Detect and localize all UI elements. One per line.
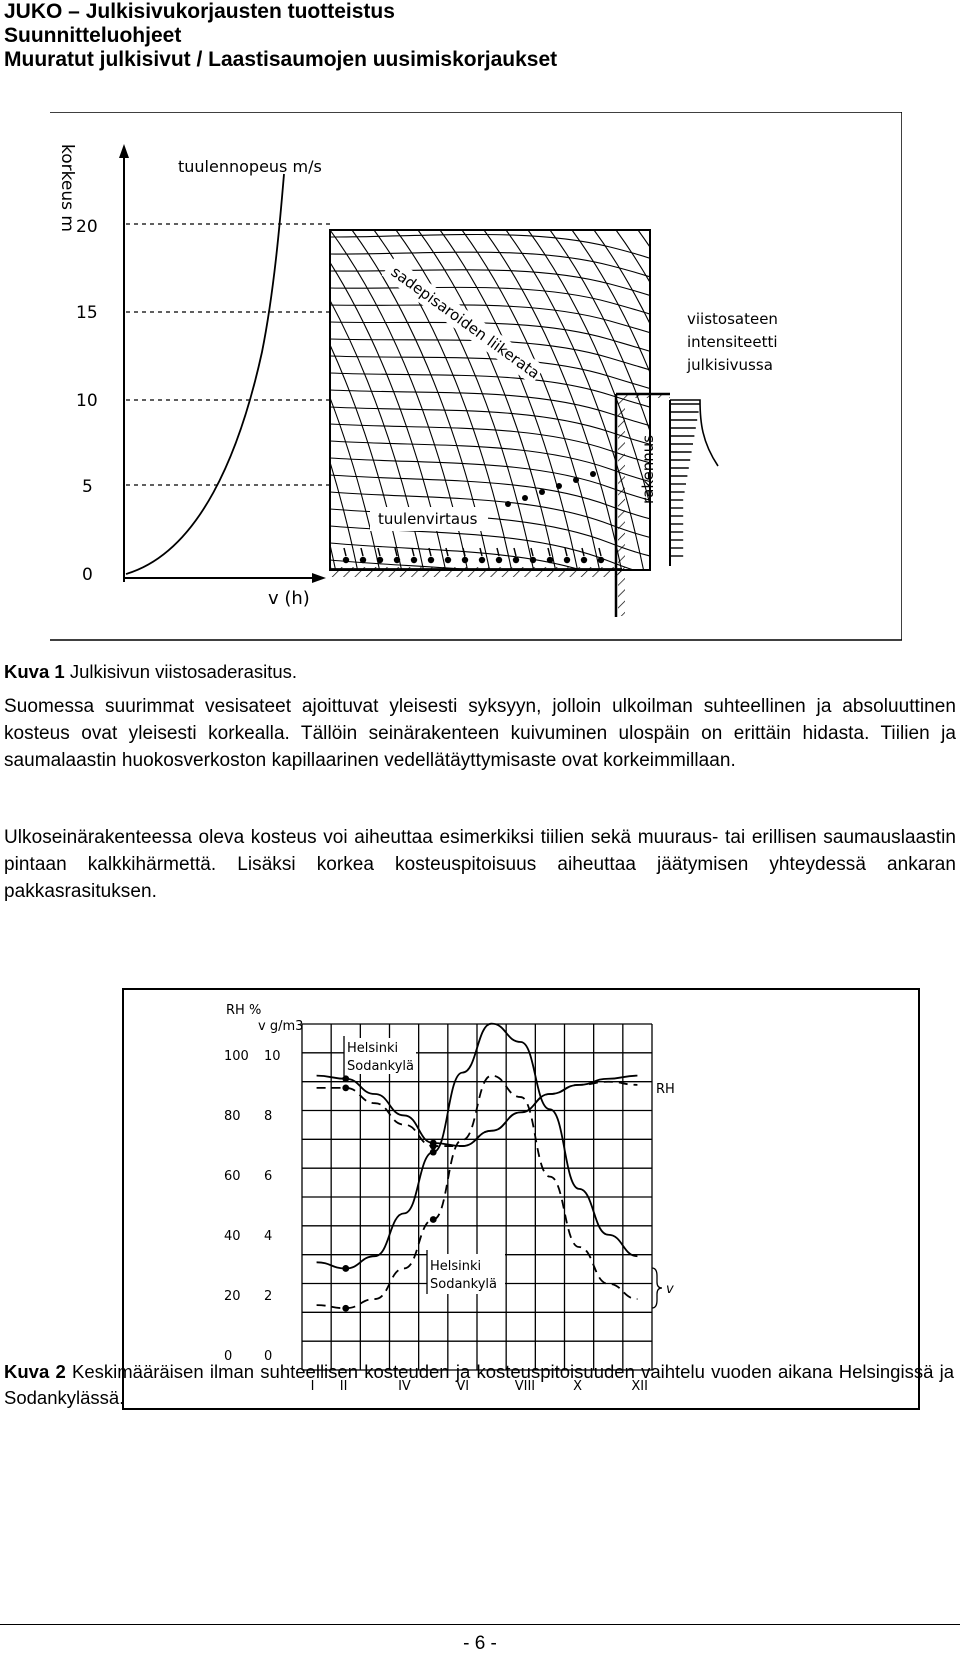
y-tick: 5 <box>82 477 93 497</box>
y-left-unit: RH % <box>226 1003 262 1018</box>
intensity-label-line: viistosateen <box>687 310 778 328</box>
figure-1-y-ticks <box>76 217 98 585</box>
figure-1-y-axis-label: korkeus m <box>57 144 77 232</box>
header-line-2: Suunnitteluohjeet <box>4 24 182 47</box>
figure-1-x-axis-label: v (h) <box>268 588 310 609</box>
y-right-tick: 4 <box>264 1229 273 1244</box>
series-marker <box>430 1143 437 1150</box>
wind-speed-label: tuulennopeus m/s <box>178 157 322 176</box>
legend-rh-sodankyla: Sodankylä <box>347 1059 414 1074</box>
caption-2-text: Keskimääräisen ilman suhteellisen kosteuden ja kosteuspitoisuuden vaihtelu vuoden aikana Helsingissä ja Sodankylässä. <box>4 1361 954 1408</box>
intensity-label-line: intensiteetti <box>687 333 778 351</box>
y-right-tick: 8 <box>264 1109 273 1124</box>
building <box>616 394 670 617</box>
figure-2-humidity-chart <box>122 988 920 1410</box>
chart-legend-rh <box>344 1036 416 1076</box>
x-tick: VI <box>456 1379 470 1394</box>
chart-legend-v <box>427 1250 505 1294</box>
series-marker <box>342 1085 349 1092</box>
y-left-tick: 40 <box>224 1229 241 1244</box>
x-tick: XII <box>631 1379 648 1394</box>
rain-intensity-profile <box>670 400 718 566</box>
y-left-tick: 80 <box>224 1109 241 1124</box>
page-number: - 6 - <box>463 1633 497 1654</box>
y-left-tick: 60 <box>224 1169 241 1184</box>
y-left-tick: 100 <box>224 1049 249 1064</box>
trajectory-label: sadepisaroiden liikerata <box>387 262 544 383</box>
x-tick: II <box>339 1379 348 1394</box>
intensity-label <box>686 310 778 374</box>
y-right-unit: v g/m3 <box>258 1019 304 1034</box>
series-marker <box>342 1305 349 1312</box>
wind-flow-label: tuulenvirtaus <box>378 510 478 528</box>
x-tick: X <box>573 1379 582 1394</box>
caption-2 <box>4 1359 954 1411</box>
caption-2-label: Kuva 2 <box>4 1361 66 1382</box>
paragraph-2: Ulkoseinärakenteessa oleva kosteus voi aiheuttaa esimerkiksi tiilien sekä muuraus- tai erillisen saumauslaastin pintaan kalkkihärmettä. Lisäksi korkea kosteuspitoisuus aiheuttaa jäätymisen yhteydessä ankaran pakkasrasituksen. <box>4 827 956 902</box>
rh-series-label: RH <box>656 1082 675 1097</box>
y-tick: 15 <box>76 303 98 323</box>
legend-v-sodankyla: Sodankylä <box>430 1277 497 1292</box>
series-marker <box>342 1075 349 1082</box>
y-tick: 20 <box>76 217 98 237</box>
series-marker <box>342 1265 349 1272</box>
y-right-tick: 10 <box>264 1049 281 1064</box>
intensity-label-line: julkisivussa <box>687 356 773 374</box>
legend-v-helsinki: Helsinki <box>430 1259 482 1274</box>
wind-speed-curve <box>126 174 284 574</box>
y-tick: 10 <box>76 391 98 411</box>
caption-1-label: Kuva 1 <box>4 661 65 682</box>
v-series-label: v <box>666 1282 674 1297</box>
series-marker <box>430 1216 437 1223</box>
caption-1 <box>4 659 954 685</box>
x-tick: VIII <box>514 1379 536 1394</box>
y-right-tick: 0 <box>264 1349 273 1364</box>
x-tick: I <box>310 1379 315 1394</box>
y-left-tick: 0 <box>224 1349 233 1364</box>
building-label: rakennus <box>639 434 657 504</box>
caption-1-text: Julkisivun viistosaderasitus. <box>69 661 298 682</box>
y-tick: 0 <box>82 565 93 585</box>
y-left-tick: 20 <box>224 1289 241 1304</box>
footer-rule <box>0 1624 960 1625</box>
series-marker <box>430 1149 437 1156</box>
figure-1-wind-driven-rain <box>50 112 902 682</box>
paragraph-1: Suomessa suurimmat vesisateet ajoittuvat yleisesti syksyyn, jolloin ulkoilman suhteellinen ja absoluuttinen kosteus ovat yleisesti korkealla. Tällöin seinärakenteen kuivuminen ulospäin on erittäin hidasta. Tiilien ja saumalaastin huokosverkoston kapillaarinen vedellätäyttymisaste ovat korkeimmillaan. <box>4 696 956 771</box>
header-line-3: Muuratut julkisivut / Laastisaumojen uusimiskorjaukset <box>4 48 558 71</box>
y-right-tick: 6 <box>264 1169 273 1184</box>
page-header <box>4 0 944 72</box>
legend-rh-helsinki: Helsinki <box>347 1041 399 1056</box>
y-right-tick: 2 <box>264 1289 273 1304</box>
x-tick: IV <box>398 1379 411 1394</box>
header-line-1: JUKO – Julkisivukorjausten tuotteistus <box>4 0 395 23</box>
